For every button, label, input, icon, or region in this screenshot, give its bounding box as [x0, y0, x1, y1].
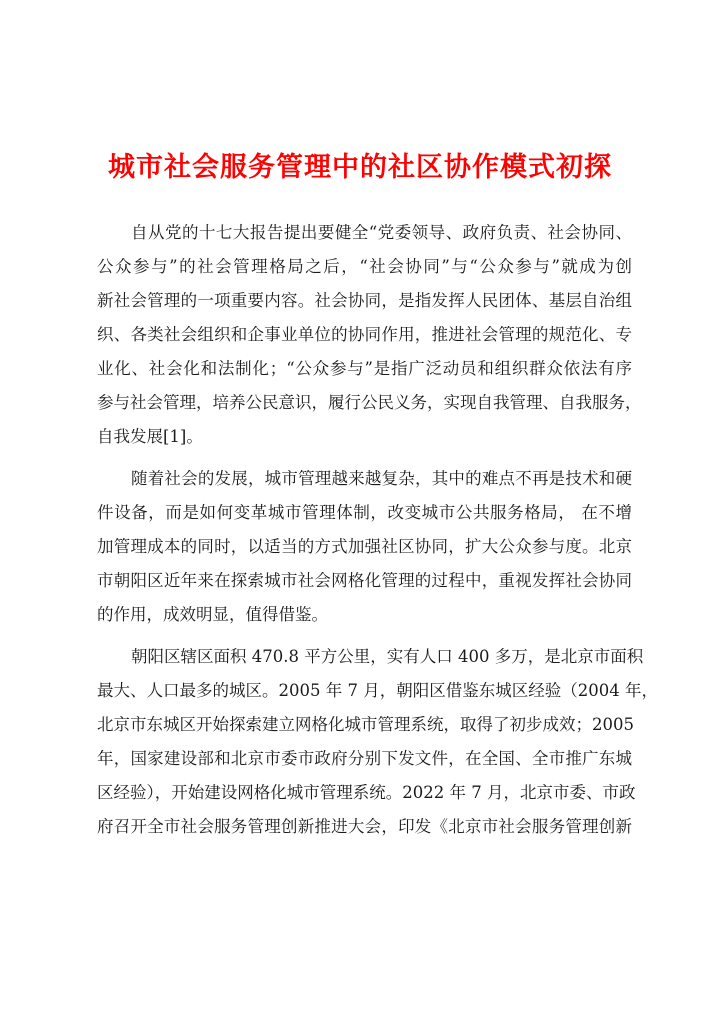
- document-body: [97, 216, 658, 852]
- text-line: 最大、人口最多的城区。2005 年 7 月，朝阳区借鉴东城区经验（2004 年，: [97, 681, 658, 700]
- text-line: 府召开全市社会服务管理创新推进大会，印发《北京市社会服务管理创新: [97, 817, 632, 836]
- text-line: 随着社会的发展，城市管理越来越复杂，其中的难点不再是技术和硬: [131, 469, 632, 488]
- paragraph-1: [97, 216, 642, 454]
- text-line: 公众参与”的社会管理格局之后，“社会协同”与“公众参与”就成为创: [97, 257, 632, 276]
- text-line: 市朝阳区近年来在探索城市社会网格化管理的过程中，重视发挥社会协同: [97, 571, 632, 590]
- text-line: 业化、社会化和法制化；“公众参与”是指广泛动员和组织群众依法有序: [97, 359, 632, 378]
- text-line: 的作用，成效明显，值得借鉴。: [97, 605, 328, 624]
- document-title: 城市社会服务管理中的社区协作模式初探: [108, 152, 612, 183]
- text-line: 自从党的十七大报告提出要健全“党委领导、政府负责、社会协同、: [131, 223, 632, 242]
- text-line: 加管理成本的同时，以适当的方式加强社区协同，扩大公众参与度。北京: [97, 537, 632, 556]
- text-line: 参与社会管理，培养公民意识，履行公民义务，实现自我管理、自我服务，: [97, 393, 642, 412]
- text-line: 年，国家建设部和北京市委市政府分别下发文件，在全国、全市推广东城: [97, 749, 632, 768]
- text-line: 织、各类社会组织和企事业单位的协同作用，推进社会管理的规范化、专: [97, 325, 632, 344]
- text-line: 自我发展[1]。: [97, 427, 203, 446]
- text-line: 北京市东城区开始探索建立网格化城市管理系统，取得了初步成效；2005: [97, 715, 634, 734]
- text-line: 朝阳区辖区面积 470.8 平方公里，实有人口 400 多万，是北京市面积: [131, 647, 644, 666]
- text-line: 区经验），开始建设网格化城市管理系统。2022 年 7 月，北京市委、市政: [97, 783, 636, 802]
- paragraph-2: [97, 462, 632, 632]
- text-line: 新社会管理的一项重要内容。社会协同，是指发挥人民团体、基层自治组: [97, 291, 632, 310]
- text-line: 件设备，而是如何变革城市管理体制，改变城市公共服务格局， 在不增: [97, 503, 632, 522]
- paragraph-3: [97, 640, 658, 844]
